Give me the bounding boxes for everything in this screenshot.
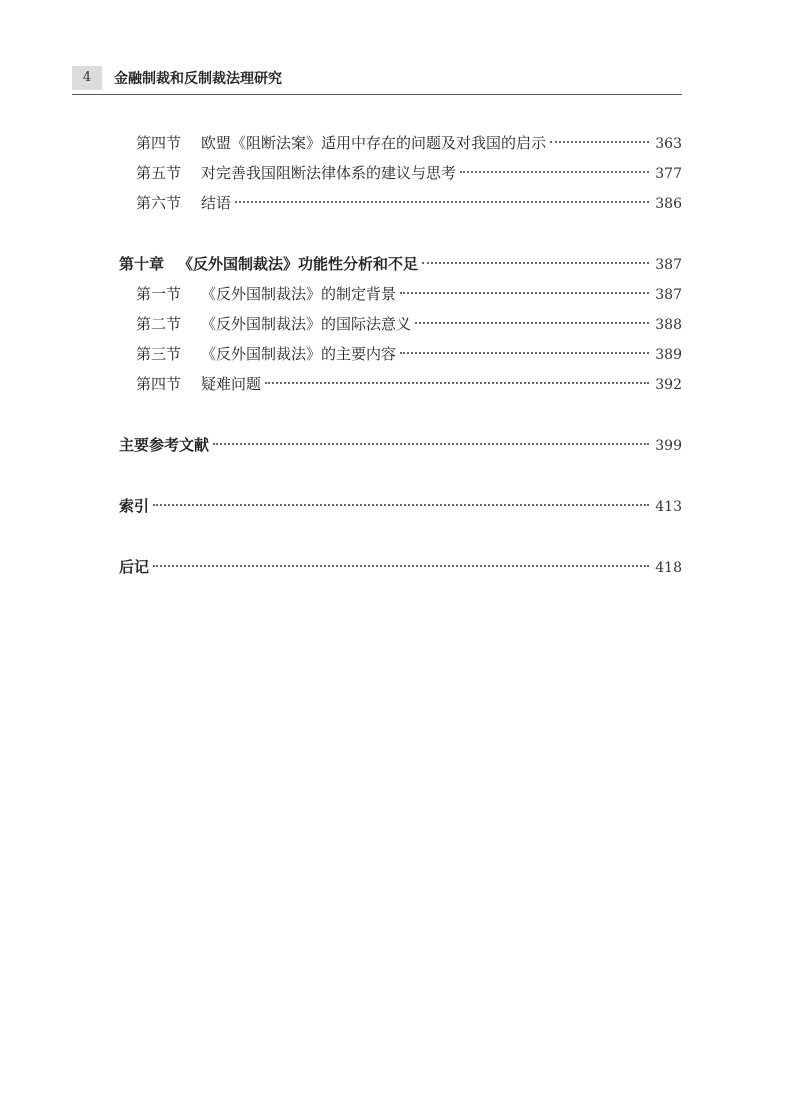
toc-entry-page: 388 — [655, 317, 682, 333]
toc-entry-title: 索引 — [119, 497, 150, 515]
toc-leader-dots — [460, 171, 649, 173]
toc-entry-title: 对完善我国阻断法律体系的建议与思考 — [201, 164, 457, 182]
toc-entry-label: 第六节 — [136, 194, 182, 212]
toc-leader-dots — [153, 565, 649, 567]
toc-entry-page: 386 — [655, 196, 682, 212]
toc-leader-dots — [400, 352, 649, 354]
toc-entry-page: 387 — [655, 287, 682, 303]
toc-entry-page: 392 — [655, 377, 682, 393]
toc-entry-page: 387 — [655, 257, 682, 273]
toc-entry-page: 377 — [655, 166, 682, 182]
toc-entry-references[interactable] — [119, 430, 682, 460]
book-title: 金融制裁和反制裁法理研究 — [114, 71, 282, 87]
toc-entry-title: 主要参考文献 — [119, 436, 210, 454]
toc-entry-label: 第十章 — [119, 255, 165, 273]
toc-leader-dots — [235, 201, 649, 203]
toc-entry-page: 399 — [655, 438, 682, 454]
toc-leader-dots — [265, 382, 649, 384]
toc-entry-title: 后记 — [119, 558, 150, 576]
toc-entry-ch9-sec5[interactable] — [119, 158, 682, 188]
toc-entry-index[interactable] — [119, 491, 682, 521]
toc-entry-page: 418 — [655, 560, 682, 576]
toc-entry-page: 413 — [655, 499, 682, 515]
toc-entry-afterword[interactable] — [119, 552, 682, 582]
toc-entry-chapter-10[interactable] — [119, 249, 682, 279]
toc-entry-ch9-sec6[interactable] — [119, 188, 682, 218]
toc-entry-label: 第四节 — [136, 375, 182, 393]
toc-entry-label: 第三节 — [136, 345, 182, 363]
toc-leader-dots — [422, 262, 649, 264]
toc-entry-ch10-sec1[interactable] — [119, 279, 682, 309]
toc-entry-title: 《反外国制裁法》功能性分析和不足 — [178, 255, 419, 273]
toc-entry-page: 389 — [655, 347, 682, 363]
toc-entry-label: 第二节 — [136, 315, 182, 333]
toc-entry-title: 《反外国制裁法》的主要内容 — [201, 345, 397, 363]
toc-entry-title: 欧盟《阻断法案》适用中存在的问题及对我国的启示 — [201, 134, 547, 152]
page-number: 4 — [72, 66, 102, 90]
toc-entry-ch10-sec2[interactable] — [119, 309, 682, 339]
toc-entry-label: 第四节 — [136, 134, 182, 152]
toc-entry-page: 363 — [655, 136, 682, 152]
toc-leader-dots — [400, 292, 649, 294]
toc-leader-dots — [415, 322, 649, 324]
running-header — [72, 64, 682, 95]
table-of-contents — [119, 128, 682, 582]
toc-leader-dots — [550, 141, 649, 143]
toc-entry-title: 《反外国制裁法》的制定背景 — [201, 285, 397, 303]
toc-entry-title: 结语 — [201, 194, 232, 212]
toc-entry-ch10-sec4[interactable] — [119, 369, 682, 399]
toc-leader-dots — [213, 443, 649, 445]
toc-entry-ch9-sec4[interactable] — [119, 128, 682, 158]
toc-entry-title: 《反外国制裁法》的国际法意义 — [201, 315, 412, 333]
toc-entry-title: 疑难问题 — [201, 375, 262, 393]
toc-entry-label: 第五节 — [136, 164, 182, 182]
toc-entry-label: 第一节 — [136, 285, 182, 303]
toc-entry-ch10-sec3[interactable] — [119, 339, 682, 369]
toc-leader-dots — [153, 504, 649, 506]
